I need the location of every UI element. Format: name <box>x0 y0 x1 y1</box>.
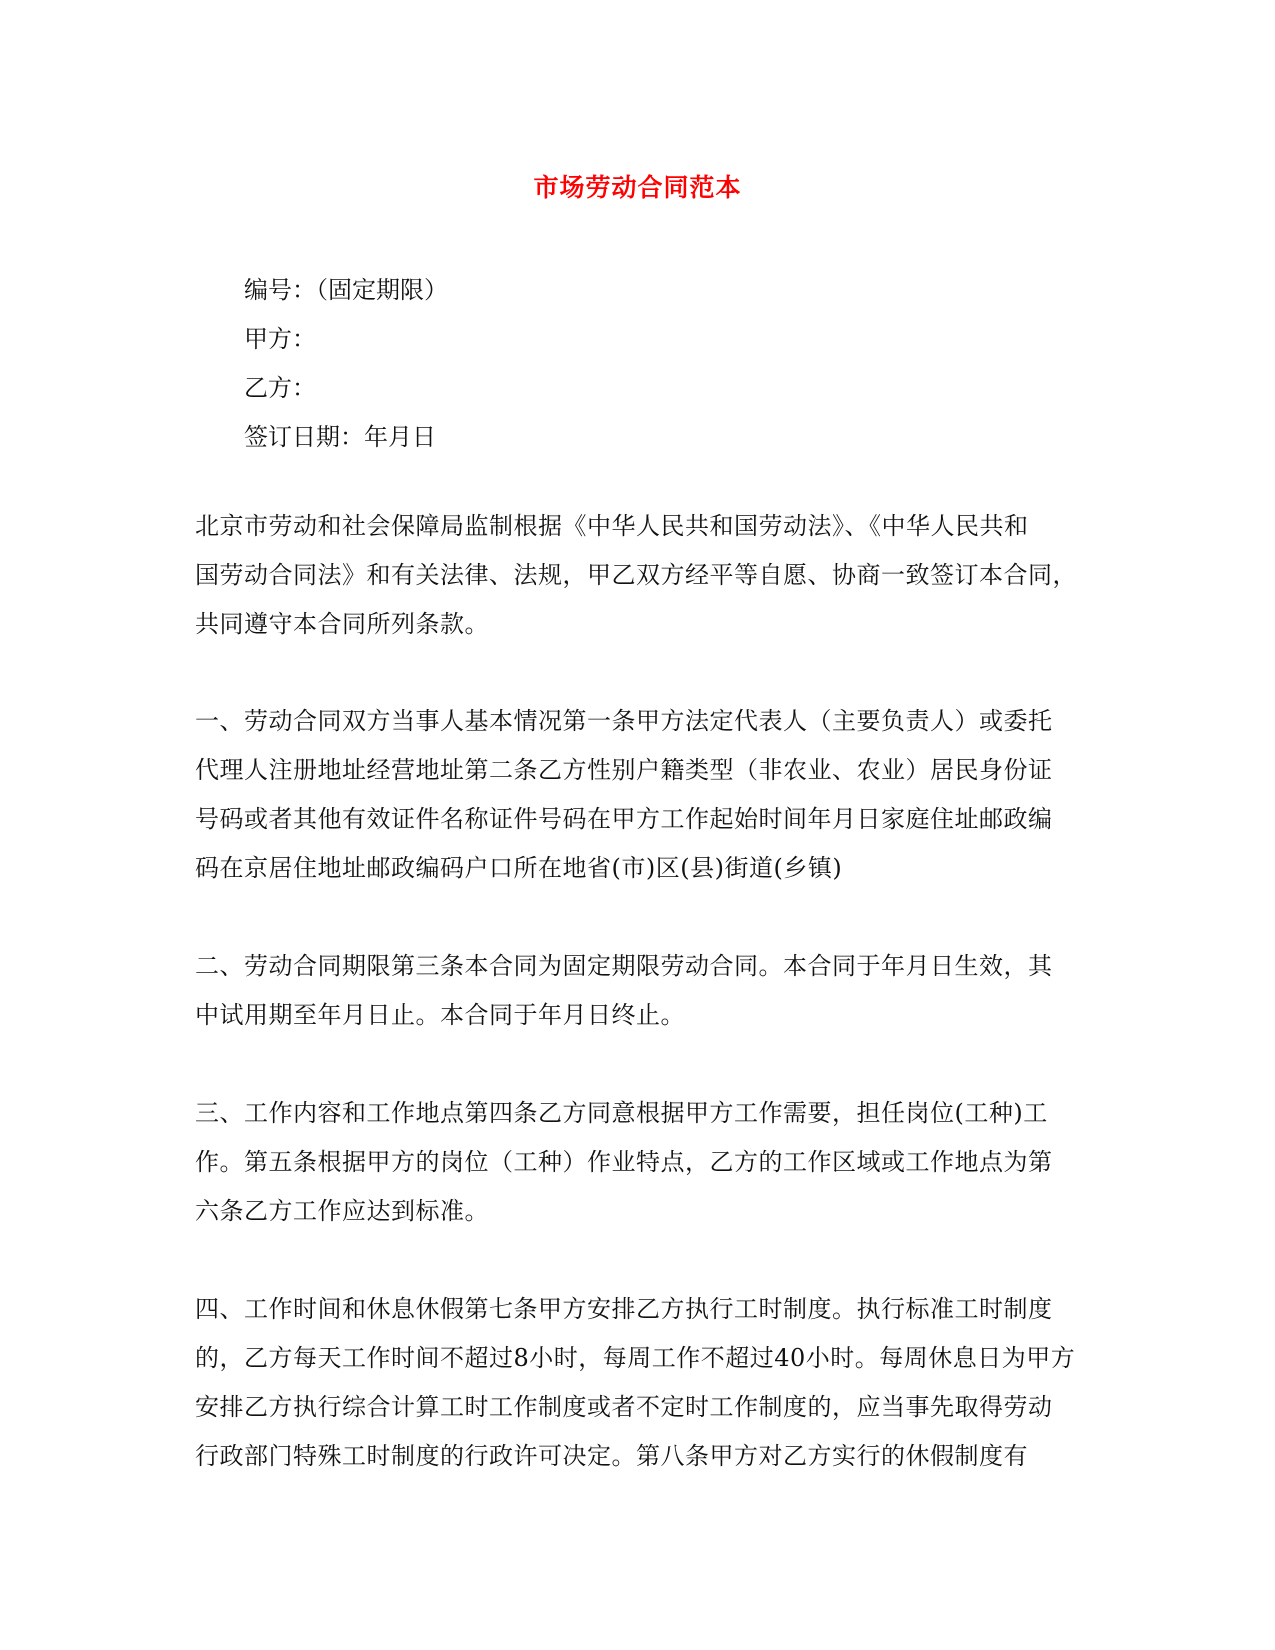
paragraph-line: 六条乙方工作应达到标准。 <box>195 1197 489 1225</box>
paragraph-line: 码在京居住地址邮政编码户口所在地省(市)区(县)街道(乡镇) <box>195 854 843 882</box>
paragraph-line: 二、劳动合同期限第三条本合同为固定期限劳动合同。本合同于年月日生效，其 <box>195 952 1053 980</box>
paragraph-line: 的，乙方每天工作时间不超过8小时，每周工作不超过40小时。每周休息日为甲方 <box>195 1344 1076 1372</box>
paragraph-line: 四、工作时间和休息休假第七条甲方安排乙方执行工时制度。执行标准工时制度 <box>195 1295 1053 1323</box>
party-a-line: 甲方： <box>244 325 316 353</box>
paragraph-line: 共同遵守本合同所列条款。 <box>195 610 489 638</box>
paragraph-line: 北京市劳动和社会保障局监制根据《中华人民共和国劳动法》、《中华人民共和 <box>195 512 1029 540</box>
paragraph-line: 作。第五条根据甲方的岗位（工种）作业特点，乙方的工作区域或工作地点为第 <box>195 1148 1053 1176</box>
section-3-work-content-paragraph <box>195 1089 1085 1236</box>
signing-date-line: 签订日期：年月日 <box>244 423 436 451</box>
paragraph-line: 中试用期至年月日止。本合同于年月日终止。 <box>195 1001 685 1029</box>
contract-number-line: 编号：（固定期限） <box>244 276 448 304</box>
paragraph-line: 号码或者其他有效证件名称证件号码在甲方工作起始时间年月日家庭住址邮政编 <box>195 805 1053 833</box>
paragraph-line: 国劳动合同法》和有关法律、法规，甲乙双方经平等自愿、协商一致签订本合同， <box>195 561 1077 589</box>
section-2-term-paragraph <box>195 942 1085 1040</box>
contract-meta-block <box>244 266 1044 462</box>
paragraph-line: 行政部门特殊工时制度的行政许可决定。第八条甲方对乙方实行的休假制度有 <box>195 1442 1028 1470</box>
paragraph-line: 一、劳动合同双方当事人基本情况第一条甲方法定代表人（主要负责人）或委托 <box>195 707 1053 735</box>
paragraph-line: 三、工作内容和工作地点第四条乙方同意根据甲方工作需要，担任岗位(工种)工 <box>195 1099 1048 1127</box>
paragraph-line: 代理人注册地址经营地址第二条乙方性别户籍类型（非农业、农业）居民身份证 <box>195 756 1053 784</box>
paragraph-line: 安排乙方执行综合计算工时工作制度或者不定时工作制度的，应当事先取得劳动 <box>195 1393 1053 1421</box>
document-title: 市场劳动合同范本 <box>533 173 742 202</box>
section-4-working-hours-paragraph <box>195 1285 1085 1481</box>
intro-paragraph <box>195 502 1085 649</box>
section-1-parties-paragraph <box>195 697 1085 893</box>
party-b-line: 乙方： <box>244 374 316 402</box>
